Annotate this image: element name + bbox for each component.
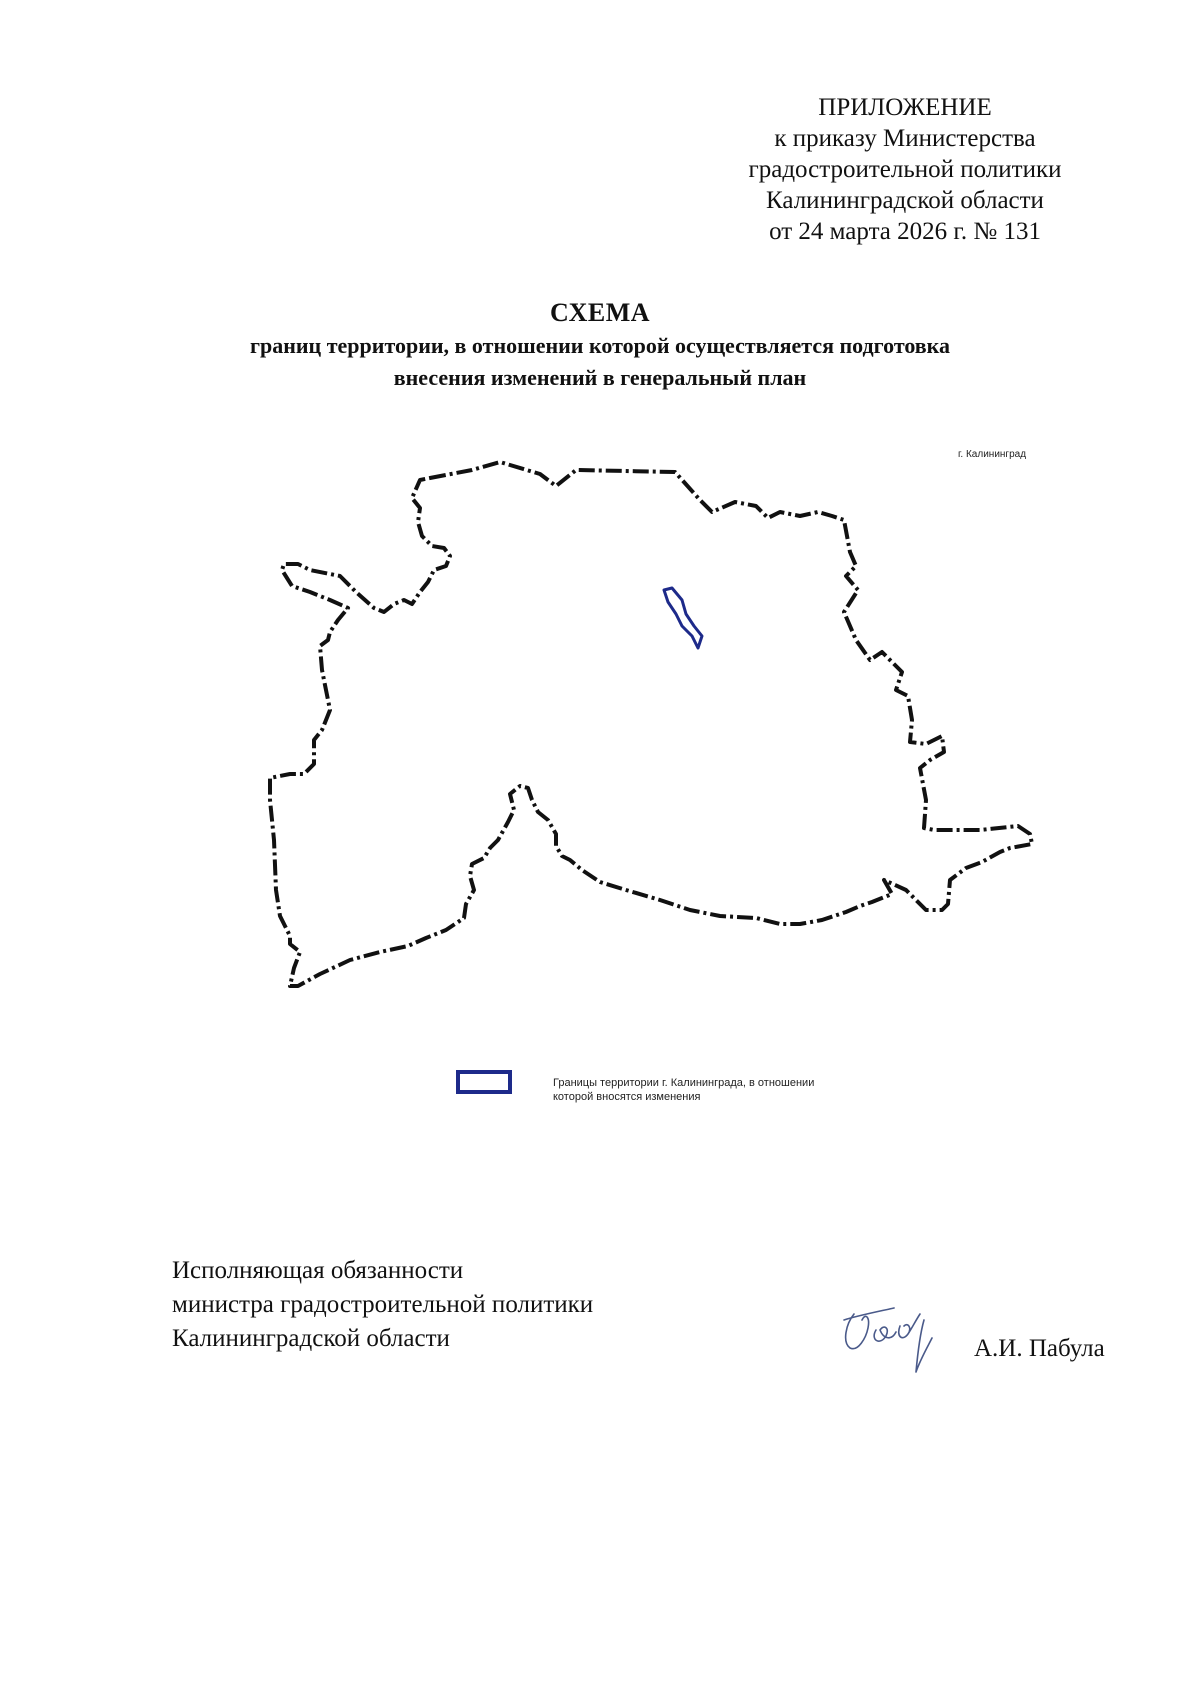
signer-line-1: Исполняющая обязанности — [172, 1257, 464, 1284]
appendix-order-ref: к приказу Министерства — [774, 125, 1036, 152]
handwritten-signature — [836, 1290, 956, 1390]
legend-description — [553, 1076, 853, 1104]
city-boundary-outline — [270, 462, 1032, 986]
signer-name: А.И. Пабула — [974, 1335, 1105, 1362]
signer-line-2: министра градостроительной политики — [172, 1291, 594, 1318]
appendix-ministry: градостроительной политики — [748, 156, 1062, 183]
legend-line-1: Границы территории г. Калининграда, в отношении — [553, 1077, 815, 1089]
signer-line-3: Калининградской области — [172, 1325, 450, 1352]
appendix-label: ПРИЛОЖЕНИЕ — [818, 94, 992, 121]
legend-symbol — [456, 1070, 512, 1094]
title-line-2: внесения изменений в генеральный план — [393, 365, 807, 390]
title-main: СХЕМА — [549, 298, 651, 327]
map-city-label: г. Калининград — [958, 449, 1027, 460]
changed-area-outline — [664, 588, 702, 648]
appendix-date-number: от 24 марта 2026 г. № 131 — [769, 218, 1041, 245]
signer-position — [172, 1254, 593, 1356]
appendix-region: Калининградской области — [766, 187, 1044, 214]
title-line-1: границ территории, в отношении которой осуществляется подготовка — [249, 333, 951, 358]
legend-line-2: которой вносятся изменения — [553, 1091, 701, 1103]
